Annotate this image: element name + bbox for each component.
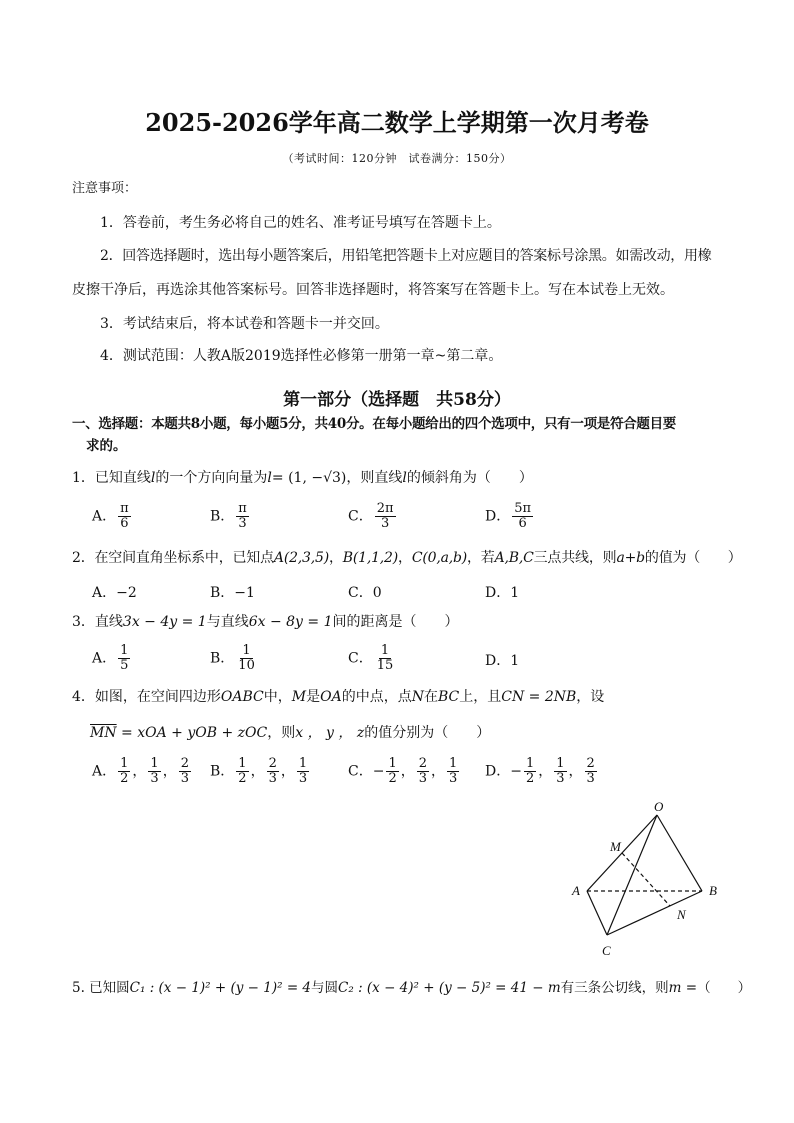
question-1-option-c: C． $\frac{2\pi}{3}$ bbox=[348, 501, 394, 531]
label-o: O bbox=[654, 799, 664, 814]
notice-item-2-line-1: 2．回答选择题时，选出每小题答案后，用铅笔把答题卡上对应题目的答案标号涂黑。如需改动，用橡 bbox=[100, 248, 712, 264]
label-m: M bbox=[610, 839, 621, 854]
question-4-option-a: A． $\frac{1}{2}$ ， $\frac{1}{3}$ ， $\frac{2}{3}$ bbox=[92, 756, 189, 786]
question-1-option-d: D． $\frac{5\pi}{6}$ bbox=[485, 501, 532, 531]
section-title: 第一部分（选择题 共58分） bbox=[283, 390, 511, 410]
question-3-option-d: D．1 bbox=[485, 653, 520, 669]
question-2-option-a: A．−2 bbox=[92, 585, 137, 601]
edge-cb bbox=[607, 891, 702, 935]
question-3-option-c: C． $\frac{1}{15}$ bbox=[348, 643, 394, 673]
segment-mn bbox=[622, 853, 670, 906]
question-3-option-b: B． $\frac{1}{10}$ bbox=[210, 643, 255, 673]
notice-heading: 注意事项： bbox=[72, 181, 138, 196]
question-2-option-d: D．1 bbox=[485, 585, 520, 601]
label-b: B bbox=[709, 883, 717, 898]
question-1-option-b: B． $\frac{\pi}{3}$ bbox=[210, 501, 247, 531]
question-2-option-c: C．0 bbox=[348, 585, 382, 601]
question-4-option-d: D．− $\frac{1}{2}$ ， $\frac{1}{3}$ ， $\frac{2}{3}$ bbox=[485, 756, 595, 786]
label-c: C bbox=[602, 943, 611, 958]
question-4-option-c: C．− $\frac{1}{2}$ ， $\frac{2}{3}$ ， $\frac{1}{3}$ bbox=[348, 756, 458, 786]
notice-item-4: 4．测试范围：人教A版2019选择性必修第一册第一章~第二章。 bbox=[100, 348, 503, 364]
label-n: N bbox=[677, 907, 686, 922]
section-intro-line-2: 求的。 bbox=[86, 438, 127, 454]
question-2-option-b: B．−1 bbox=[210, 585, 255, 601]
page-title: 2025-2026学年高二数学上学期第一次月考卷 bbox=[145, 108, 649, 137]
question-2-stem: 2．在空间直角坐标系中，已知点A(2,3,5)，B(1,1,2)，C(0,a,b)，若A,B,C三点共线，则a+b的值为（ ） bbox=[72, 550, 742, 566]
question-1-stem: 1．已知直线l的一个方向向量为l= (1, −√3)，则直线l的倾斜角为（ ） bbox=[72, 470, 533, 486]
notice-item-2-line-2: 皮擦干净后，再选涂其他答案标号。回答非选择题时，将答案写在答题卡上。写在本试卷上无效。 bbox=[72, 282, 674, 298]
notice-item-3: 3．考试结束后，将本试卷和答题卡一并交回。 bbox=[100, 316, 389, 332]
edge-ob bbox=[657, 815, 702, 891]
question-3-stem: 3．直线3x − 4y = 1与直线6x − 8y = 1间的距离是（ ） bbox=[72, 614, 459, 630]
section-intro-line-1: 一、选择题：本题共8小题，每小题5分，共40分。在每小题给出的四个选项中，只有一项是符合题目要 bbox=[72, 416, 676, 432]
question-4-option-b: B． $\frac{1}{2}$ ， $\frac{2}{3}$ ， $\frac{1}{3}$ bbox=[210, 756, 308, 786]
question-5-stem: 5. 已知圆C₁ : (x − 1)² + (y − 1)² = 4与圆C₂ : (x − 4)² + (y − 5)² = 41 − m有三条公切线，则m =（ ） bbox=[72, 980, 752, 996]
exam-info: （考试时间：120分钟 试卷满分：150分） bbox=[282, 152, 512, 165]
notice-item-1: 1．答卷前，考生务必将自己的姓名、准考证号填写在答题卡上。 bbox=[100, 215, 501, 231]
question-4-stem-line-2: $\overline{MN}$ = xOA + yOB + zOC，则x ， y ， z的值分别为（ ） bbox=[90, 725, 491, 741]
edge-ac bbox=[587, 891, 607, 935]
question-1-option-a: A． $\frac{\pi}{6}$ bbox=[92, 501, 129, 531]
edge-oc bbox=[607, 815, 657, 935]
question-3-option-a: A． $\frac{1}{5}$ bbox=[92, 643, 129, 673]
label-a: A bbox=[572, 883, 580, 898]
question-4-stem-line-1: 4．如图，在空间四边形OABC中，M是OA的中点，点N在BC上，且CN = 2NB，设 bbox=[72, 689, 605, 705]
tetrahedron-figure bbox=[560, 795, 740, 965]
